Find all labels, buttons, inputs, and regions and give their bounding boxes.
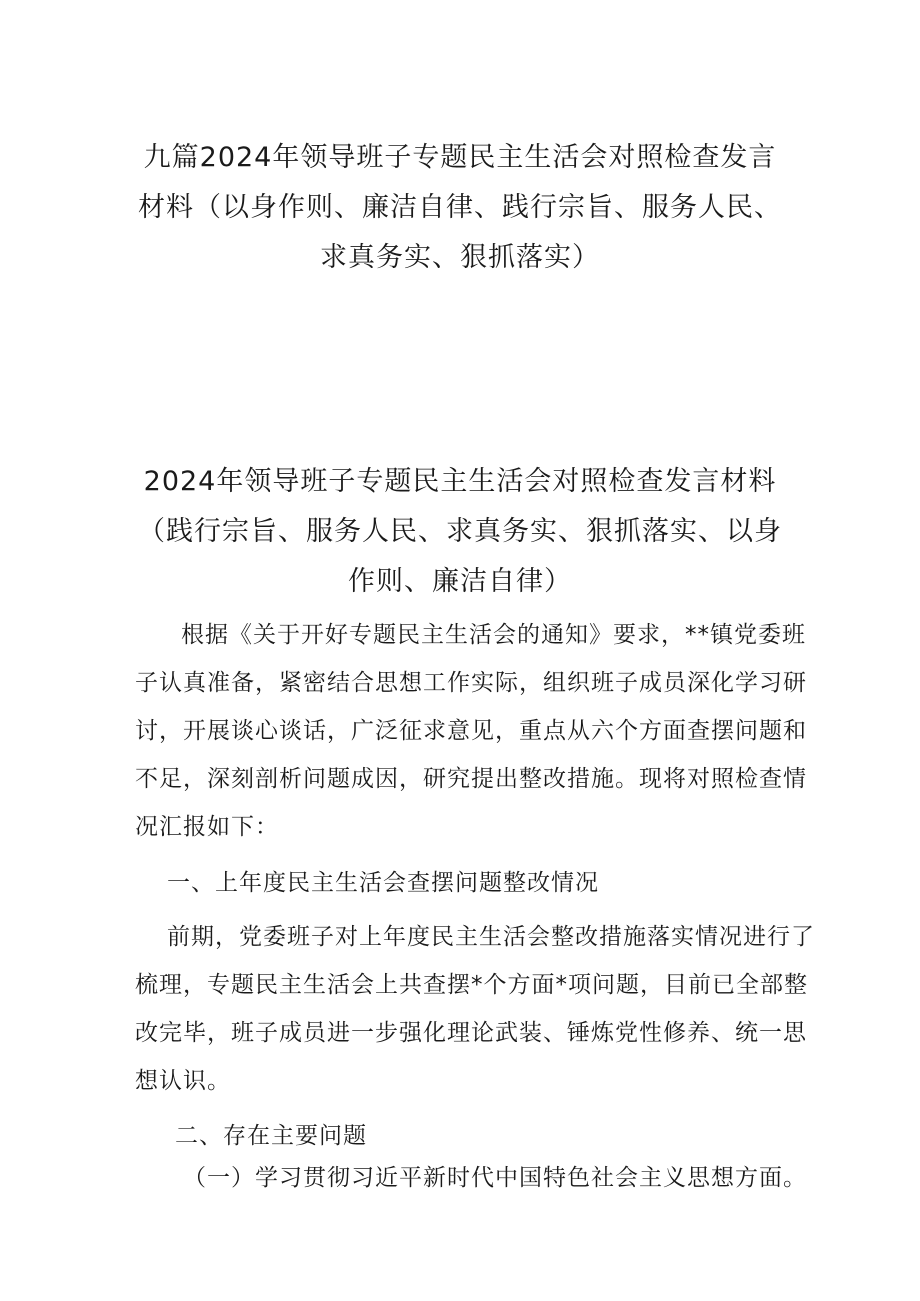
sub-title-line: 2024年领导班子专题民主生活会对照检查发言材料 <box>143 466 777 497</box>
section-heading-text: 一、上年度民主生活会查摆问题整改情况 <box>167 870 599 896</box>
paragraph-line: 况汇报如下： <box>135 814 279 840</box>
section-1-heading <box>135 859 790 907</box>
main-title-line: 材料（以身作则、廉洁自律、践行宗旨、服务人民、 <box>138 192 782 223</box>
paragraph-line: 改完毕，班子成员进一步强化理论武装、锤炼党性修养、统一思 <box>135 1020 807 1046</box>
section-heading-text: 二、存在主要问题 <box>175 1123 367 1149</box>
main-title-line: 求真务实、狠抓落实） <box>320 242 600 273</box>
sub-title-line: （践行宗旨、服务人民、求真务实、狠抓落实、以身 <box>138 516 782 547</box>
subsection-heading-text: （一）学习贯彻习近平新时代中国特色社会主义思想方面。 <box>183 1165 807 1191</box>
section-1-paragraph <box>135 913 815 1105</box>
intro-paragraph <box>135 611 807 851</box>
paragraph-line: 前期，党委班子对上年度民主生活会整改措施落实情况进行了 <box>167 924 815 950</box>
sub-title-line: 作则、廉洁自律） <box>348 566 572 597</box>
paragraph-line: 想认识。 <box>135 1068 231 1094</box>
paragraph-line: 梳理，专题民主生活会上共查摆*个方面*项问题，目前已全部整 <box>135 972 808 998</box>
section-2-heading <box>135 1112 790 1160</box>
paragraph-line: 根据《关于开好专题民主生活会的通知》要求，**镇党委班 <box>181 622 806 648</box>
subsection-1-heading <box>135 1154 807 1202</box>
paragraph-line: 子认真准备，紧密结合思想工作实际，组织班子成员深化学习研 <box>135 670 807 696</box>
sub-title <box>135 457 785 607</box>
paragraph-line: 不足，深刻剖析问题成因，研究提出整改措施。现将对照检查情 <box>135 766 807 792</box>
main-title-line: 九篇2024年领导班子专题民主生活会对照检查发言 <box>143 142 777 173</box>
paragraph-line: 讨，开展谈心谈话，广泛征求意见，重点从六个方面查摆问题和 <box>135 718 807 744</box>
main-title <box>135 133 785 283</box>
